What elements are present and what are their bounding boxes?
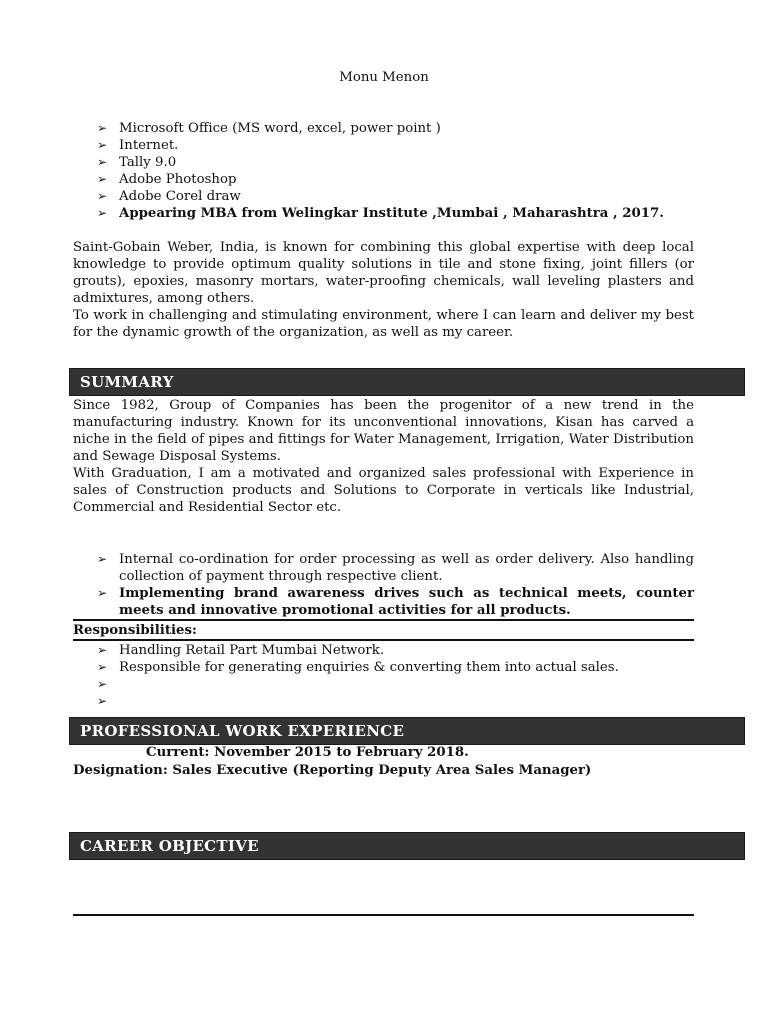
duty-text: Internal co-ordination for order processing as well as order delivery. Also handling collection of payment through respective client.	[119, 552, 694, 584]
summary-heading: SUMMARY	[69, 368, 745, 396]
arrow-bullet-icon	[97, 154, 111, 171]
list-item	[73, 585, 694, 619]
arrow-bullet-icon	[97, 693, 111, 710]
list-item	[73, 205, 713, 222]
skill-text: Microsoft Office (MS word, excel, power point )	[119, 121, 441, 136]
education-text: Appearing MBA from Welingkar Institute ,Mumbai , Maharashtra , 2017.	[119, 206, 664, 221]
arrow-bullet-icon	[97, 188, 111, 205]
duty-text: Implementing brand awareness drives such as technical meets, counter meets and innovative promotional activities for all products.	[119, 586, 694, 618]
divider	[73, 619, 694, 621]
list-item	[73, 693, 694, 710]
divider	[73, 639, 694, 641]
list-item	[73, 551, 694, 585]
list-item	[73, 188, 713, 205]
experience-heading: PROFESSIONAL WORK EXPERIENCE	[69, 717, 745, 745]
designation: Designation: Sales Executive (Reporting Deputy Area Sales Manager)	[73, 763, 592, 778]
summary-paragraph-2: With Graduation, I am a motivated and organized sales professional with Experience in sales of Construction products and Solutions to Corporate in verticals like Industrial, Commercial and Residential Sector etc.	[73, 466, 694, 515]
arrow-bullet-icon	[97, 171, 111, 188]
arrow-bullet-icon	[97, 642, 111, 659]
skills-list	[73, 120, 713, 222]
arrow-bullet-icon	[97, 205, 111, 222]
arrow-bullet-icon	[97, 137, 111, 154]
responsibility-text: Responsible for generating enquiries & converting them into actual sales.	[119, 660, 619, 675]
current-period: Current: November 2015 to February 2018.	[146, 745, 469, 760]
responsibilities-list	[73, 642, 694, 710]
responsibility-text: Handling Retail Part Mumbai Network.	[119, 643, 385, 658]
list-item	[73, 137, 713, 154]
responsibilities-heading: Responsibilities:	[73, 623, 197, 638]
arrow-bullet-icon	[97, 659, 111, 676]
list-item	[73, 120, 713, 137]
responsibility-text	[119, 694, 123, 709]
summary-paragraph-1: Since 1982, Group of Companies has been the progenitor of a new trend in the manufacturing industry. Known for its unconventional innovations, Kisan has carved a niche in the field of pipes and fittings for Water Management, Irrigation, Water Distribution and Sewage Disposal Systems.	[73, 398, 694, 464]
arrow-bullet-icon	[97, 585, 111, 602]
company-description: Saint-Gobain Weber, India, is known for combining this global expertise with deep local knowledge to provide optimum quality solutions in tile and stone fixing, joint fillers (or grouts), epoxies, masonry mortars, water-proofing chemicals, wall leveling plasters and admixtures, among others.	[73, 240, 694, 306]
arrow-bullet-icon	[97, 676, 111, 693]
objective-text: To work in challenging and stimulating environment, where I can learn and deliver my best for the dynamic growth of the organization, as well as my career.	[73, 308, 694, 340]
arrow-bullet-icon	[97, 551, 111, 568]
list-item	[73, 154, 713, 171]
skill-text: Adobe Photoshop	[119, 172, 237, 187]
list-item	[73, 642, 694, 659]
duties-list	[73, 551, 694, 619]
career-objective-heading: CAREER OBJECTIVE	[69, 832, 745, 860]
candidate-name: Monu Menon	[339, 70, 429, 85]
skill-text: Tally 9.0	[119, 155, 177, 170]
list-item	[73, 171, 713, 188]
skill-text: Internet.	[119, 138, 179, 153]
list-item	[73, 659, 694, 676]
divider	[73, 914, 694, 916]
responsibility-text	[119, 677, 123, 692]
arrow-bullet-icon	[97, 120, 111, 137]
skill-text: Adobe Corel draw	[119, 189, 241, 204]
list-item	[73, 676, 694, 693]
